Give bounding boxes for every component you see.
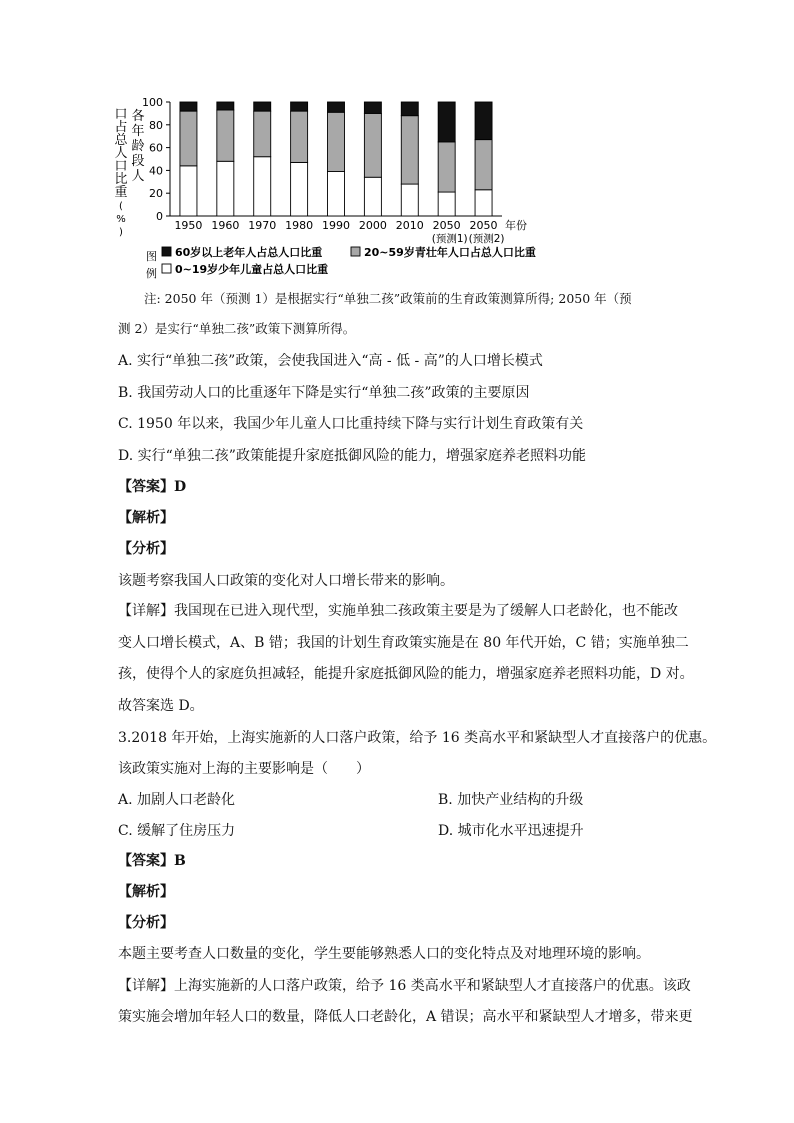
text-line: A. 加剧人口老龄化 [118, 792, 236, 808]
x-tick-label: 1970 [248, 219, 277, 232]
text-line: 变人口增长模式，A、B 错；我国的计划生育政策实施是在 80 年代开始，C 错；实施单独二 [118, 635, 689, 651]
x-tick-label: 2050 [469, 219, 498, 232]
y-axis-label-char: 人 [131, 169, 145, 184]
y-tick-label: 100 [142, 96, 163, 109]
y-axis-label-char: % [116, 214, 126, 225]
bar-segment [364, 113, 381, 177]
text-line: 策实施会增加年轻人口的数量，降低人口老龄化，A 错误；高水平和紧缺型人才增多，带来更 [118, 1009, 693, 1025]
option-line: D. 城市化水平迅速提升 [438, 823, 584, 839]
text-line: A. 实行“单独二孩”政策，会使我国进入“高 - 低 - 高”的人口增长模式 [118, 353, 543, 369]
legend-title: 图 [146, 250, 157, 263]
bar-segment [254, 157, 271, 216]
bar-segment [217, 161, 234, 216]
x-tick-label: 2010 [395, 219, 424, 232]
y-axis-label-char: 占 [114, 120, 128, 135]
bar-segment [254, 102, 271, 111]
bar-segment [401, 184, 418, 216]
legend-swatch [162, 247, 171, 256]
y-axis-label-char: ) [119, 227, 123, 238]
x-tick-label: 1960 [211, 219, 240, 232]
x-tick-sublabel: (预测2) [468, 233, 505, 245]
x-tick-label: 1990 [322, 219, 350, 232]
bar-segment [401, 116, 418, 184]
y-tick-label: 40 [149, 164, 163, 178]
text-line: 3.2018 年开始，上海实施新的人口落户政策，给予 16 类高水平和紧缺型人才直接落户的优惠。 [118, 730, 717, 746]
bar-segment [438, 102, 455, 142]
bar-segment [328, 172, 345, 216]
y-tick-label: 80 [149, 118, 163, 132]
text-line: 本题主要考查人口数量的变化，学生要能够熟悉人口的变化特点及对地理环境的影响。 [118, 946, 650, 962]
y-axis-label-char: 比 [114, 172, 128, 187]
bar-segment [217, 110, 234, 161]
y-axis-label-char: 口 [114, 159, 128, 174]
x-axis-label: 年份 [505, 219, 527, 232]
y-axis-label-char: 各 [131, 109, 145, 124]
y-axis-label-char: ( [119, 201, 123, 212]
bar-segment [291, 102, 308, 111]
x-tick-label: 2050 [432, 219, 461, 232]
legend-title: 例 [146, 267, 157, 280]
x-tick-label: 2000 [358, 219, 387, 232]
y-tick-label: 20 [149, 187, 163, 201]
legend-label: 20~59岁青壮年人口占总人口比重 [364, 246, 536, 259]
bar-segment [475, 140, 492, 190]
section-label: 【答案】B [118, 853, 186, 869]
y-axis-label-char: 龄 [131, 139, 145, 154]
bar-segment [291, 162, 308, 216]
text-line: C. 1950 年以来，我国少年儿童人口比重持续下降与实行计划生育政策有关 [118, 416, 584, 432]
y-axis-label-char: 年 [131, 124, 145, 139]
bar-segment [438, 192, 455, 216]
text-line: 注: 2050 年（预测 1）是根据实行“单独二孩”政策前的生育政策测算所得; 2050 年（预 [144, 291, 632, 306]
section-label: 【解析】 [118, 510, 174, 526]
y-axis-label-char: 段 [131, 154, 145, 169]
text-line: 该政策实施对上海的主要影响是（ ） [118, 761, 370, 777]
legend-label: 0~19岁少年儿童占总人口比重 [175, 263, 329, 276]
y-axis-label-char: 总 [114, 133, 128, 148]
bar-segment [217, 102, 234, 110]
bar-segment [401, 102, 418, 116]
section-label: 【分析】 [118, 541, 174, 557]
bar-segment [328, 112, 345, 171]
text-line: 孩，使得个人的家庭负担减轻，能提升家庭抵御风险的能力，增强家庭养老照料功能，D 对。 [118, 666, 694, 682]
bar-segment [438, 142, 455, 192]
bar-segment [254, 111, 271, 157]
bar-segment [180, 111, 197, 166]
bar-segment [291, 111, 308, 162]
bar-segment [180, 166, 197, 216]
bar-segment [475, 102, 492, 140]
x-tick-label: 1980 [285, 219, 314, 232]
text-line: 故答案选 D。 [118, 698, 204, 714]
text-line: B. 我国劳动人口的比重逐年下降是实行“单独二孩”政策的主要原因 [118, 385, 530, 401]
section-label: 【解析】 [118, 884, 174, 900]
bar-segment [364, 177, 381, 216]
text-line: D. 实行“单独二孩”政策能提升家庭抵御风险的能力，增强家庭养老照料功能 [118, 448, 586, 464]
bar-segment [328, 102, 345, 112]
y-axis-label-char: 重 [114, 185, 128, 200]
text-line: 测 2）是实行“单独二孩”政策下测算所得。 [118, 321, 356, 336]
section-label: 【答案】D [118, 479, 187, 495]
bar-segment [180, 102, 197, 111]
text-line: 【详解】我国现在已进入现代型，实施单独二孩政策主要是为了缓解人口老龄化，也不能改 [118, 603, 678, 619]
legend-label: 60岁以上老年人占总人口比重 [175, 246, 323, 259]
text-line: C. 缓解了住房压力 [118, 823, 236, 839]
y-axis-label-char: 口 [114, 107, 128, 122]
x-tick-label: 1950 [174, 219, 203, 232]
legend-swatch [162, 264, 171, 273]
option-line: B. 加快产业结构的升级 [438, 792, 584, 808]
text-line: 【详解】上海实施新的人口落户政策，给予 16 类高水平和紧缺型人才直接落户的优惠。该政 [118, 978, 691, 994]
y-axis-label-char: 人 [114, 146, 128, 161]
x-tick-sublabel: (预测1) [431, 233, 468, 245]
text-line: 该题考察我国人口政策的变化对人口增长带来的影响。 [118, 573, 454, 589]
bar-segment [475, 190, 492, 216]
legend-swatch [351, 247, 360, 256]
population-structure-chart [0, 0, 794, 290]
y-tick-label: 0 [156, 210, 163, 223]
section-label: 【分析】 [118, 915, 174, 931]
bar-segment [364, 102, 381, 113]
y-tick-label: 60 [149, 141, 163, 155]
